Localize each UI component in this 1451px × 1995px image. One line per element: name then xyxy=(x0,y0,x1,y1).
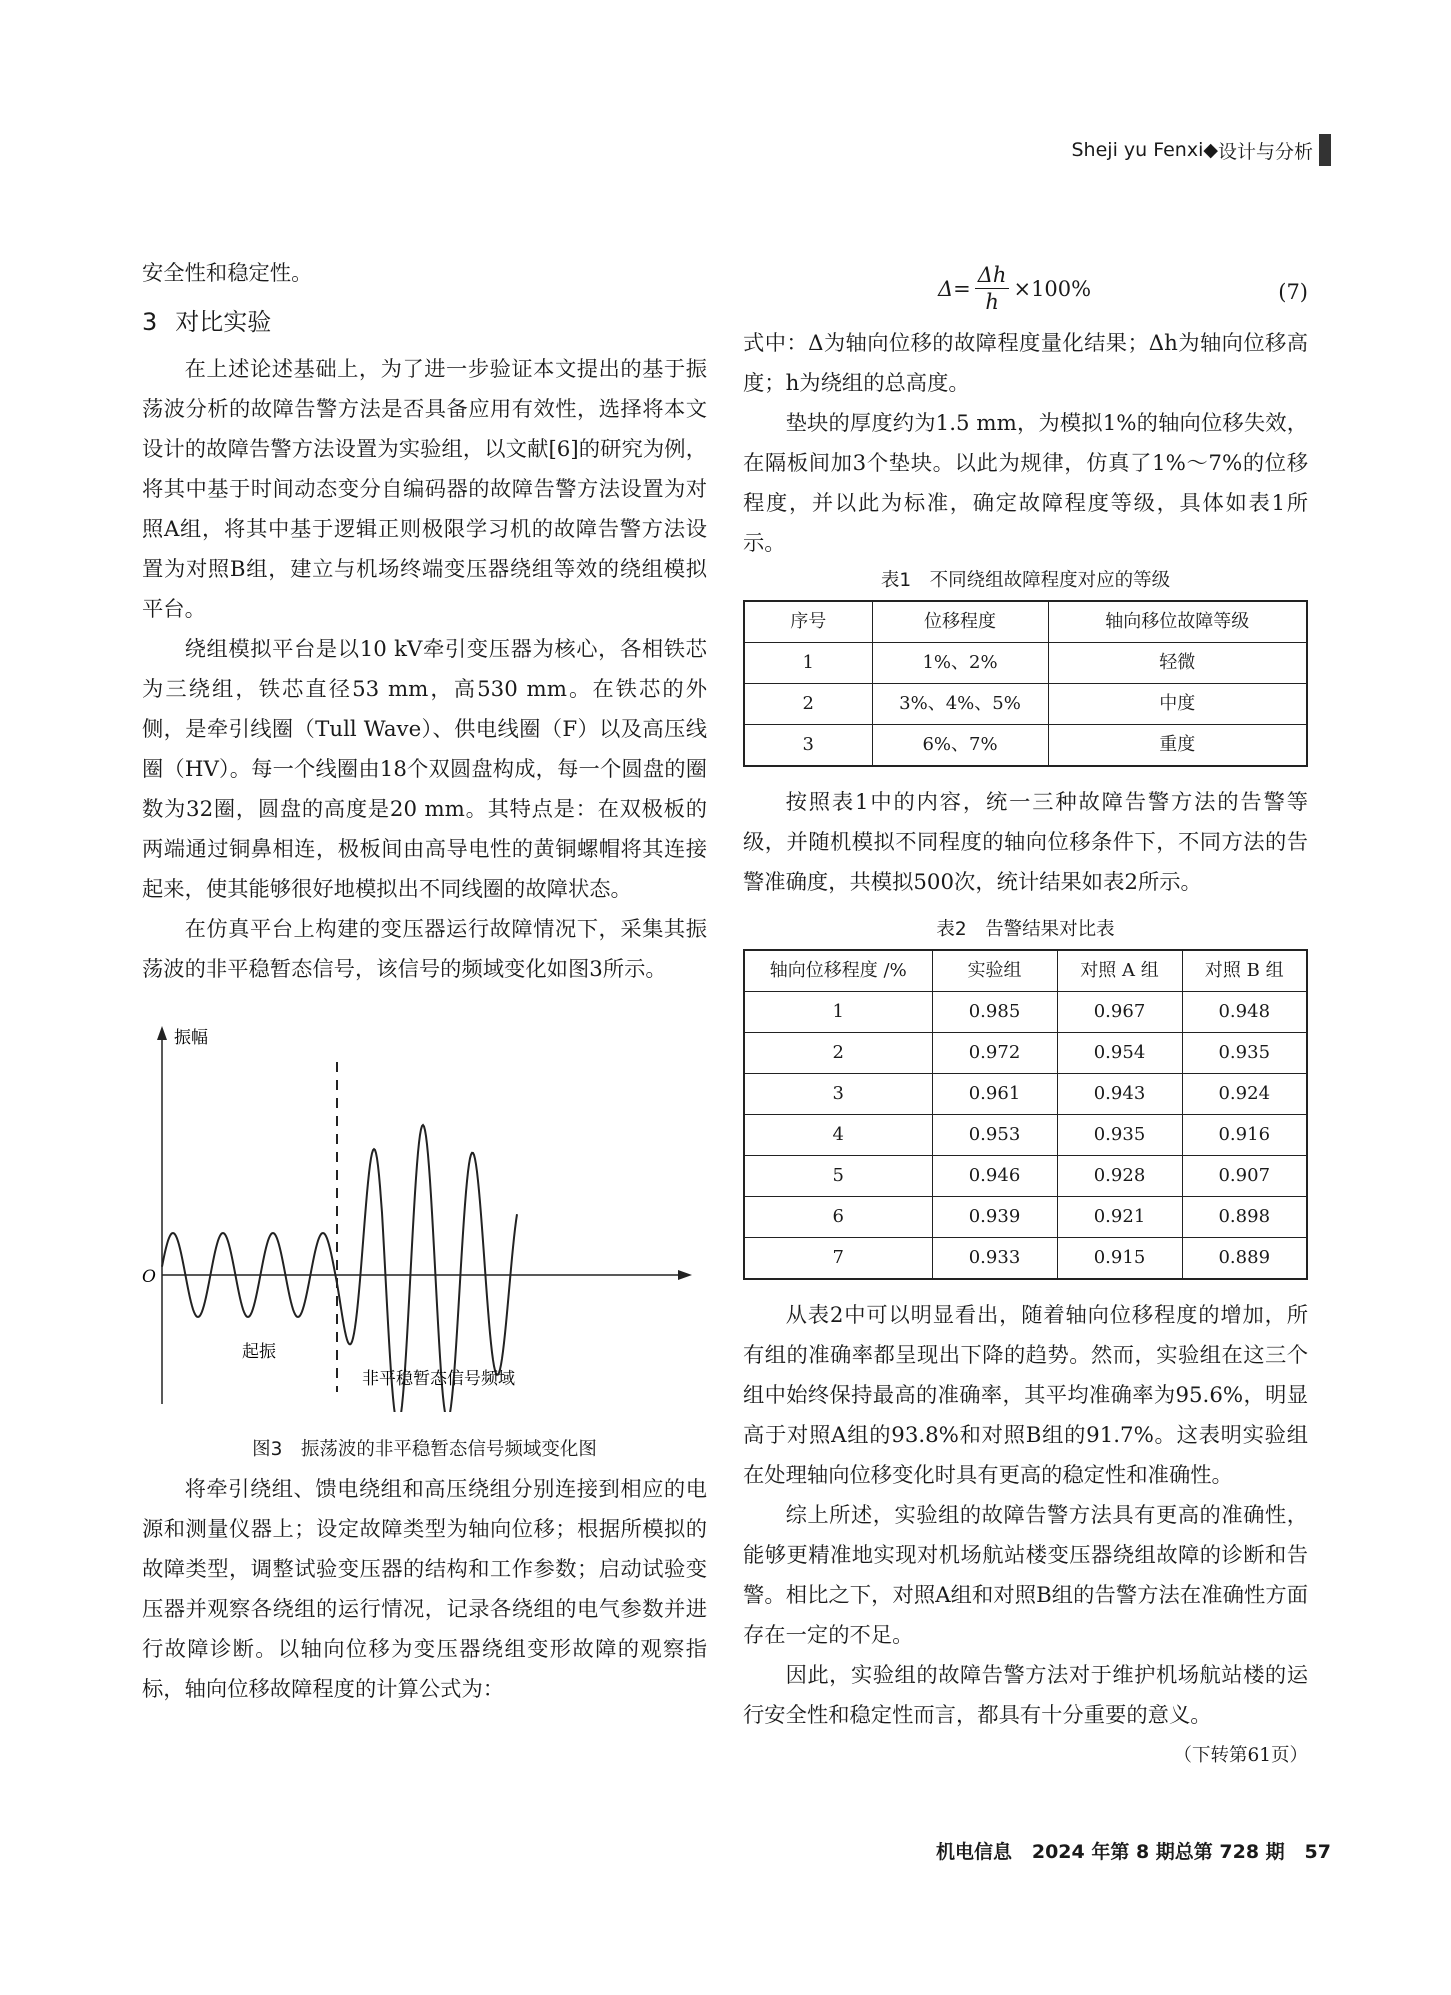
table-cell: 2 xyxy=(744,1033,932,1074)
table-header-row xyxy=(744,950,1307,992)
table-cell: 6%、7% xyxy=(872,725,1048,767)
table-row xyxy=(744,1238,1307,1280)
table-header-cell: 序号 xyxy=(744,601,872,643)
table-cell: 0.946 xyxy=(932,1156,1057,1197)
page-number: 57 xyxy=(1304,1841,1331,1863)
table-header-cell: 轴向移位故障等级 xyxy=(1048,601,1307,643)
label-start: 起振 xyxy=(242,1342,276,1362)
table-cell: 重度 xyxy=(1048,725,1307,767)
table-header-cell: 对照 B 组 xyxy=(1182,950,1307,992)
running-head-bar xyxy=(1319,134,1331,166)
equation-body xyxy=(938,262,1091,315)
table-cell: 0.898 xyxy=(1182,1197,1307,1238)
paragraph: 将牵引绕组、馈电绕组和高压绕组分别连接到相应的电源和测量仪器上；设定故障类型为轴向位移；根据所模拟的故障类型，调整试验变压器的结构和工作参数；启动试验变压器并观察各绕组的运行情况，记录各绕组的电气参数并进行故障诊断。以轴向位移为变压器绕组变形故障的观察指标，轴向位移故障程度的计算公式为： xyxy=(142,1477,707,1702)
equation-7 xyxy=(743,254,1308,324)
table-cell: 0.924 xyxy=(1182,1074,1307,1115)
equation-numerator: Δh xyxy=(975,262,1010,289)
running-head xyxy=(1072,134,1332,166)
y-axis-arrow xyxy=(157,1026,167,1040)
table-header-row xyxy=(744,601,1307,643)
equation-fraction xyxy=(975,262,1010,315)
table-cell: 6 xyxy=(744,1197,932,1238)
paragraph: 绕组模拟平台是以10 kV牵引变压器为核心，各相铁芯为三绕组，铁芯直径53 mm，高530 mm。在铁芯的外侧，是牵引线圈（Tull Wave）、供电线圈（F）以及高压线圈（HV）。每一个线圈由18个双圆盘构成，每一个圆盘的圈数为32圈，圆盘的高度是20 mm。其特点是：在双极板的两端通过铜鼻相连，极板间由高导电性的黄铜螺帽将其连接起来，使其能够很好地模拟出不同线圈的故障状态。 xyxy=(142,637,707,902)
table-cell: 0.889 xyxy=(1182,1238,1307,1280)
running-head-pinyin: Sheji yu Fenxi xyxy=(1071,139,1204,161)
continued-note: （下转第61页） xyxy=(1173,1745,1308,1766)
equation-lhs: Δ= xyxy=(938,276,971,301)
table-cell: 5 xyxy=(744,1156,932,1197)
table-cell: 0.935 xyxy=(1182,1033,1307,1074)
table-row xyxy=(744,725,1307,767)
table-cell: 0.943 xyxy=(1057,1074,1182,1115)
paragraph: 式中：Δ为轴向位移的故障程度量化结果；Δh为轴向位移高度；h为绕组的总高度。 xyxy=(743,331,1308,396)
table-cell: 1 xyxy=(744,643,872,684)
left-column xyxy=(142,254,707,1710)
journal-name: 机电信息 xyxy=(935,1841,1012,1863)
table-header-cell: 位移程度 xyxy=(872,601,1048,643)
table-row xyxy=(744,643,1307,684)
running-head-section: 设计与分析 xyxy=(1217,140,1313,163)
table-cell: 2 xyxy=(744,684,872,725)
table-cell: 0.954 xyxy=(1057,1033,1182,1074)
table-cell: 0.972 xyxy=(932,1033,1057,1074)
section-number: 3 xyxy=(142,308,158,336)
paragraph: 综上所述，实验组的故障告警方法具有更高的准确性，能够更精准地实现对机场航站楼变压器绕组故障的诊断和告警。相比之下，对照A组和对照B组的告警方法在准确性方面存在一定的不足。 xyxy=(743,1503,1308,1648)
figure-caption: 图3 振荡波的非平稳暂态信号频域变化图 xyxy=(252,1439,597,1460)
table-row xyxy=(744,1197,1307,1238)
table-cell: 0.933 xyxy=(932,1238,1057,1280)
y-axis-label: 振幅 xyxy=(174,1028,208,1048)
diamond-icon: ◆ xyxy=(1203,139,1218,161)
table-cell: 0.967 xyxy=(1057,992,1182,1033)
table-cell: 0.985 xyxy=(932,992,1057,1033)
table-cell: 0.961 xyxy=(932,1074,1057,1115)
table-row xyxy=(744,1033,1307,1074)
table-cell: 4 xyxy=(744,1115,932,1156)
equation-rhs: ×100% xyxy=(1013,276,1092,301)
table-header-cell: 对照 A 组 xyxy=(1057,950,1182,992)
paragraph xyxy=(743,1656,1308,1766)
section-heading xyxy=(142,300,707,344)
paragraph-continued: 安全性和稳定性。 xyxy=(142,261,313,286)
table-row xyxy=(744,684,1307,725)
table-cell: 0.915 xyxy=(1057,1238,1182,1280)
issue-info: 2024 年第 8 期总第 728 期 xyxy=(1031,1841,1285,1863)
table-cell: 3 xyxy=(744,725,872,767)
section-title: 对比实验 xyxy=(175,308,272,336)
table-row xyxy=(744,1115,1307,1156)
table-row xyxy=(744,1156,1307,1197)
origin-label: O xyxy=(142,1267,156,1287)
table-row xyxy=(744,992,1307,1033)
table-cell: 0.907 xyxy=(1182,1156,1307,1197)
table-row xyxy=(744,1074,1307,1115)
table-cell: 0.939 xyxy=(932,1197,1057,1238)
oscillation-diagram xyxy=(142,1012,707,1412)
equation-number: (7) xyxy=(1278,280,1308,304)
right-column xyxy=(743,254,1308,1776)
table-header-cell: 轴向位移程度 /% xyxy=(744,950,932,992)
table-cell: 1 xyxy=(744,992,932,1033)
table-cell: 3%、4%、5% xyxy=(872,684,1048,725)
paragraph-text: 因此，实验组的故障告警方法对于维护机场航站楼的运行安全性和稳定性而言，都具有十分重要的意义。 xyxy=(743,1663,1308,1728)
paragraph: 按照表1中的内容，统一三种故障告警方法的告警等级，并随机模拟不同程度的轴向位移条件下，不同方法的告警准确度，共模拟500次，统计结果如表2所示。 xyxy=(743,790,1308,895)
table-header-cell: 实验组 xyxy=(932,950,1057,992)
page-footer xyxy=(936,1837,1331,1864)
table-cell: 3 xyxy=(744,1074,932,1115)
table-1 xyxy=(743,600,1308,767)
table-2-caption: 表2 告警结果对比表 xyxy=(936,919,1115,940)
table-cell: 0.935 xyxy=(1057,1115,1182,1156)
figure-3 xyxy=(142,1012,707,1432)
paragraph: 在仿真平台上构建的变压器运行故障情况下，采集其振荡波的非平稳暂态信号，该信号的频域变化如图3所示。 xyxy=(142,917,707,982)
table-cell: 1%、2% xyxy=(872,643,1048,684)
paragraph: 垫块的厚度约为1.5 mm，为模拟1%的轴向位移失效，在隔板间加3个垫块。以此为规律，仿真了1%～7%的位移程度，并以此为标准，确定故障程度等级，具体如表1所示。 xyxy=(743,411,1308,556)
label-region: 非平稳暂态信号频域 xyxy=(362,1369,515,1389)
paragraph: 从表2中可以明显看出，随着轴向位移程度的增加，所有组的准确率都呈现出下降的趋势。然而，实验组在这三个组中始终保持最高的准确率，其平均准确率为95.6%，明显高于对照A组的93.8%和对照B组的91.7%。这表明实验组在处理轴向位移变化时具有更高的稳定性和准确性。 xyxy=(743,1303,1308,1488)
table-cell: 0.928 xyxy=(1057,1156,1182,1197)
table-1-caption: 表1 不同绕组故障程度对应的等级 xyxy=(880,570,1171,591)
table-cell: 7 xyxy=(744,1238,932,1280)
equation-denominator: h xyxy=(985,290,999,314)
table-cell: 中度 xyxy=(1048,684,1307,725)
paragraph: 在上述论述基础上，为了进一步验证本文提出的基于振荡波分析的故障告警方法是否具备应用有效性，选择将本文设计的故障告警方法设置为实验组，以文献[6]的研究为例，将其中基于时间动态变分自编码器的故障告警方法设置为对照A组，将其中基于逻辑正则极限学习机的故障告警方法设置为对照B组，建立与机场终端变压器绕组等效的绕组模拟平台。 xyxy=(142,357,707,622)
table-2 xyxy=(743,949,1308,1280)
table-cell: 轻微 xyxy=(1048,643,1307,684)
x-axis-arrow xyxy=(678,1270,692,1280)
table-cell: 0.953 xyxy=(932,1115,1057,1156)
table-cell: 0.948 xyxy=(1182,992,1307,1033)
table-cell: 0.916 xyxy=(1182,1115,1307,1156)
table-cell: 0.921 xyxy=(1057,1197,1182,1238)
